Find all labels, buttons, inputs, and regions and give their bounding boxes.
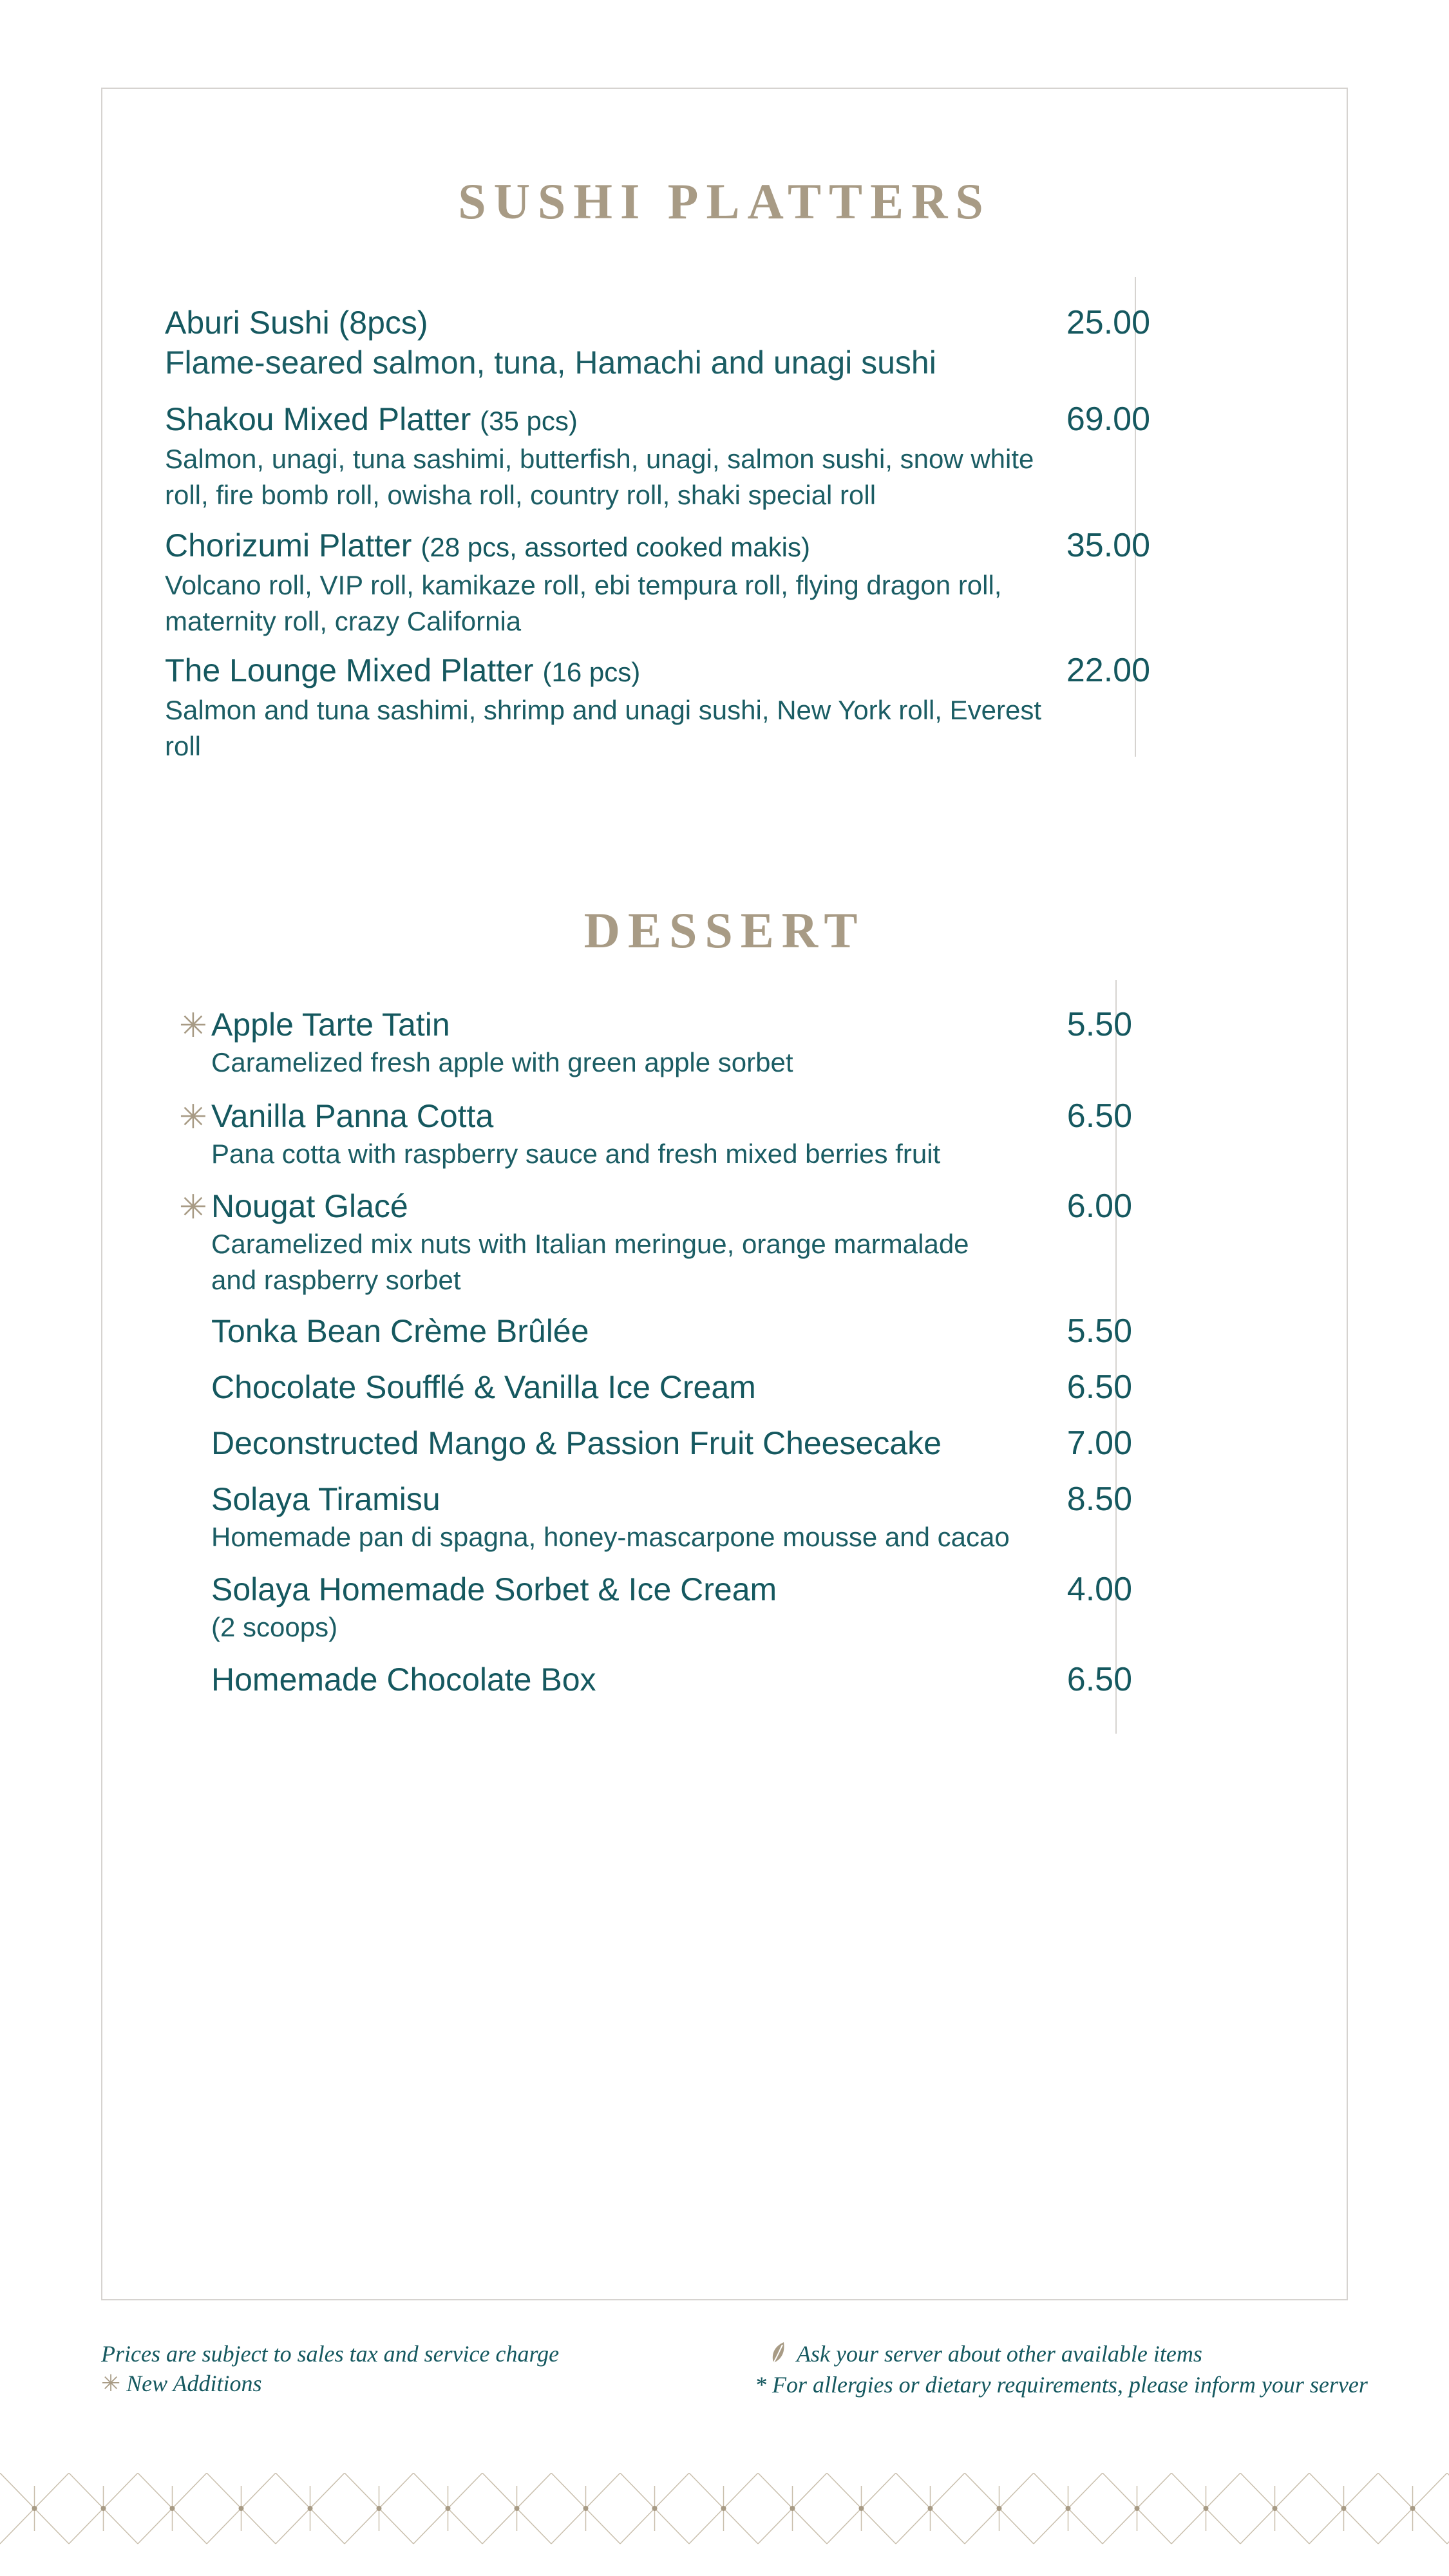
item-name: Chocolate Soufflé & Vanilla Ice Cream — [211, 1369, 756, 1405]
server-note-text: Ask your server about other available items — [797, 2341, 1202, 2367]
menu-item-tonka-bean-creme-brulee — [211, 1311, 1242, 1367]
item-name: Shakou Mixed Platter — [165, 401, 471, 437]
menu-item-mango-passion-fruit-cheesecake — [211, 1423, 1242, 1479]
menu-item-nougat-glace — [179, 1186, 1242, 1311]
item-description: Volcano roll, VIP roll, kamikaze roll, ebi tempura roll, flying dragon roll, maternity roll, crazy California — [165, 570, 1002, 636]
item-price: 5.50 — [1066, 1006, 1132, 1043]
menu-item-vanilla-panna-cotta — [179, 1096, 1242, 1186]
item-name: The Lounge Mixed Platter — [165, 652, 534, 688]
item-description: Homemade pan di spagna, honey-mascarpone mousse and cacao — [211, 1522, 1010, 1552]
menu-item-solaya-tiramisu — [211, 1479, 1242, 1569]
item-price: 6.50 — [1066, 1661, 1132, 1698]
menu-item-apple-tarte-tatin — [179, 1005, 1242, 1096]
item-price: 25.00 — [1066, 304, 1150, 341]
menu-item-chocolate-souffle — [211, 1367, 1242, 1423]
item-name: Homemade Chocolate Box — [211, 1662, 596, 1698]
item-price: 6.50 — [1066, 1368, 1132, 1406]
new-addition-mark: ✳ — [179, 1007, 207, 1045]
item-description: (2 scoops) — [211, 1612, 338, 1642]
item-price: 7.00 — [1066, 1425, 1132, 1462]
menu-item-shakou-mixed-platter — [165, 399, 1247, 526]
menu-item-aburi-sushi — [165, 303, 1247, 399]
section-title-sushi-platters: SUSHI PLATTERS — [458, 173, 991, 229]
item-description: Pana cotta with raspberry sauce and fresh mixed berries fruit — [211, 1139, 941, 1169]
item-price: 5.50 — [1066, 1312, 1132, 1350]
item-description: Caramelized mix nuts with Italian meringue, orange marmalade and raspberry sorbet — [211, 1229, 969, 1295]
item-name: Solaya Homemade Sorbet & Ice Cream — [211, 1571, 777, 1607]
item-description: Flame-seared salmon, tuna, Hamachi and unagi sushi — [165, 345, 936, 381]
item-description: Salmon, unagi, tuna sashimi, butterfish, unagi, salmon sushi, snow white roll, fire bomb roll, owisha roll, country roll, shaki special roll — [165, 444, 1034, 510]
item-price: 8.50 — [1066, 1481, 1132, 1518]
item-price: 35.00 — [1066, 527, 1150, 564]
item-price: 6.00 — [1066, 1188, 1132, 1225]
footer-server-note — [770, 2339, 1202, 2369]
item-quantity: (35 pcs) — [480, 406, 578, 436]
menu-item-solaya-sorbet-ice-cream — [211, 1569, 1242, 1660]
menu-item-the-lounge-mixed-platter — [165, 650, 1247, 761]
item-quantity: (16 pcs) — [542, 657, 641, 687]
item-name: Apple Tarte Tatin — [211, 1007, 450, 1043]
item-description: Salmon and tuna sashimi, shrimp and unagi sushi, New York roll, Everest roll — [165, 695, 1042, 761]
new-addition-mark: ✳ — [179, 1189, 207, 1226]
footer-tax-note: Prices are subject to sales tax and service charge — [101, 2341, 560, 2367]
item-name: Vanilla Panna Cotta — [211, 1098, 494, 1134]
item-quantity: (28 pcs, assorted cooked makis) — [421, 532, 810, 562]
item-price: 4.00 — [1066, 1571, 1132, 1608]
item-name: Solaya Tiramisu — [211, 1481, 440, 1517]
item-description: Caramelized fresh apple with green apple sorbet — [211, 1047, 793, 1077]
sushi-menu-list — [165, 303, 1247, 761]
new-addition-mark: ✳ — [179, 1099, 207, 1136]
item-price: 6.50 — [1066, 1097, 1132, 1135]
item-price: 69.00 — [1066, 401, 1150, 438]
footer-new-additions — [101, 2369, 262, 2398]
menu-item-homemade-chocolate-box — [211, 1660, 1242, 1711]
dessert-menu-list — [179, 1005, 1242, 1711]
item-name: Tonka Bean Crème Brûlée — [211, 1313, 589, 1349]
leaf-icon — [770, 2341, 791, 2364]
footer-allergy-note: * For allergies or dietary requirements, please inform your server — [755, 2372, 1368, 2398]
decorative-pattern — [0, 2473, 1449, 2550]
item-name: Aburi Sushi — [165, 305, 330, 341]
item-price: 22.00 — [1066, 652, 1150, 689]
section-title-dessert: DESSERT — [583, 902, 866, 958]
new-additions-label: New Additions — [126, 2371, 262, 2396]
new-addition-mark: ✳ — [101, 2371, 121, 2396]
item-quantity: (8pcs) — [338, 305, 428, 341]
item-name: Nougat Glacé — [211, 1188, 408, 1224]
menu-item-chorizumi-platter — [165, 526, 1247, 650]
item-name: Deconstructed Mango & Passion Fruit Cheesecake — [211, 1425, 942, 1461]
item-name: Chorizumi Platter — [165, 527, 412, 564]
